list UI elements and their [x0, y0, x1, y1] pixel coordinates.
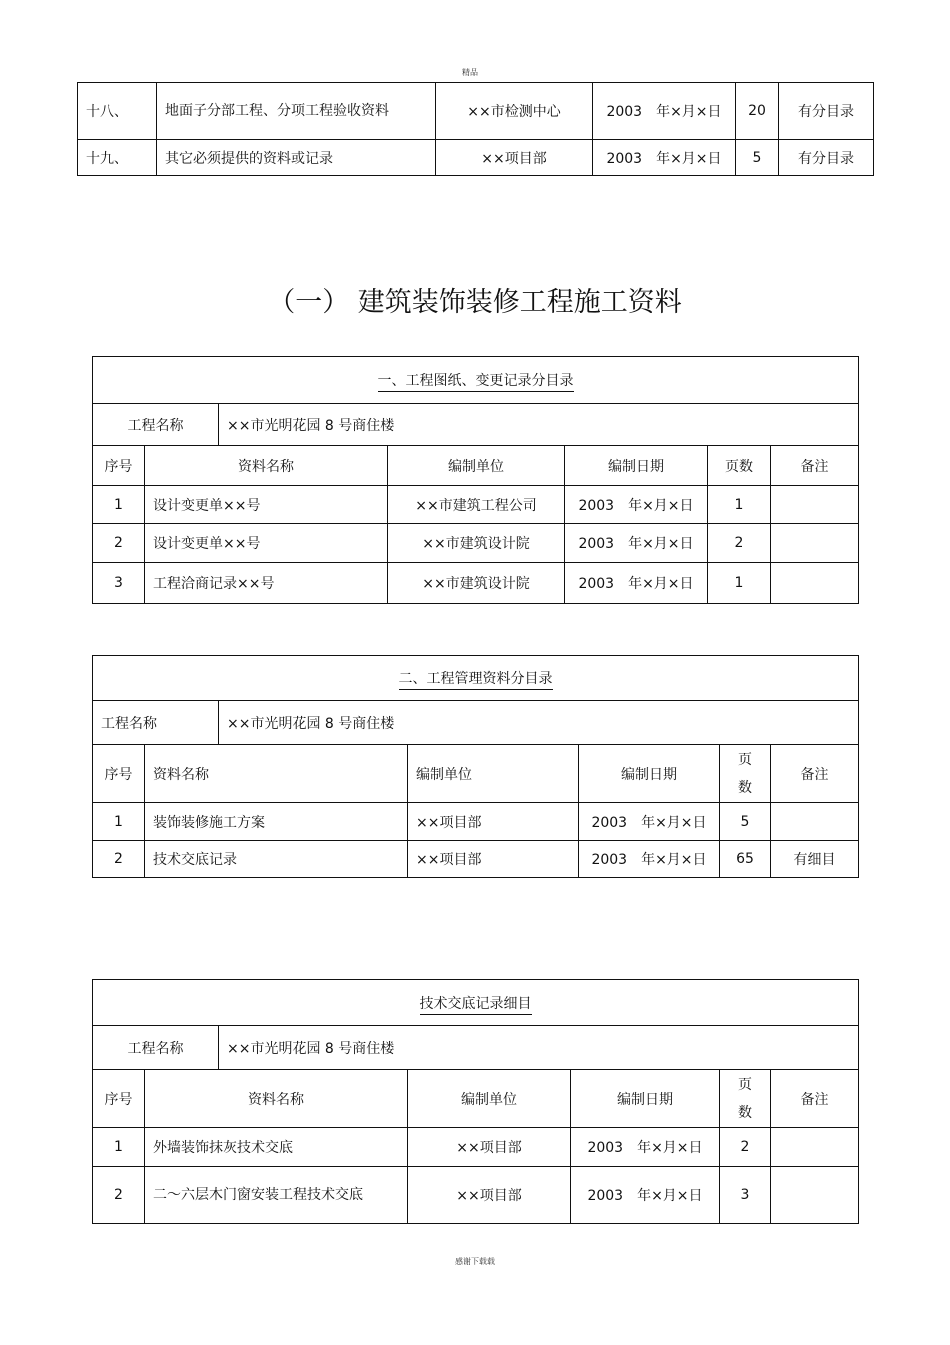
header-remark: 备注: [771, 1070, 859, 1128]
compile-date: 2003 年×月×日: [565, 524, 708, 563]
header-date: 编制日期: [571, 1070, 720, 1128]
header-unit: 编制单位: [388, 446, 565, 486]
caption-text: 技术交底记录细目: [420, 996, 532, 1015]
header-unit: 编制单位: [408, 1070, 571, 1128]
header-remark: 备注: [771, 446, 859, 486]
remark: [771, 563, 859, 604]
table-row: [78, 140, 874, 176]
header-no: 序号: [93, 1070, 145, 1128]
compiling-unit: ××市建筑设计院: [388, 563, 565, 604]
header-no: 序号: [93, 745, 145, 803]
doc-name: 外墙装饰抹灰技术交底: [145, 1128, 408, 1167]
table-row: [93, 803, 859, 841]
page-count: 2: [708, 524, 771, 563]
caption-text: 二、工程管理资料分目录: [399, 671, 553, 690]
row-number: 1: [93, 803, 145, 841]
remark: 有分目录: [779, 83, 874, 140]
remark: 有细目: [771, 841, 859, 878]
header-unit: 编制单位: [408, 745, 579, 803]
header-pages: 页数: [720, 745, 771, 803]
compiling-unit: ××项目部: [408, 1167, 571, 1224]
compiling-unit: ××项目部: [408, 803, 579, 841]
header-pages: 页数: [708, 446, 771, 486]
compile-date: 2003 年×月×日: [579, 841, 720, 878]
header-pages: 页数: [720, 1070, 771, 1128]
drawings-change-table: [92, 356, 859, 604]
compiling-unit: ××市检测中心: [436, 83, 593, 140]
table-row: [93, 486, 859, 524]
header-row: [93, 446, 859, 486]
page-count: 1: [708, 563, 771, 604]
table-row: [93, 1128, 859, 1167]
doc-name: 技术交底记录: [145, 841, 408, 878]
project-value: ××市光明花园 8 号商住楼: [219, 404, 859, 446]
page-count: 3: [720, 1167, 771, 1224]
project-label: 工程名称: [93, 404, 219, 446]
row-number: 十八、: [78, 83, 157, 140]
compile-date: 2003 年×月×日: [593, 83, 736, 140]
compile-date: 2003 年×月×日: [579, 803, 720, 841]
remark: [771, 524, 859, 563]
header-row: [93, 745, 859, 803]
header-name: 资料名称: [145, 745, 408, 803]
header-date: 编制日期: [565, 446, 708, 486]
remark: [771, 1167, 859, 1224]
table-caption: [93, 980, 859, 1026]
header-date: 编制日期: [579, 745, 720, 803]
page-count: 5: [720, 803, 771, 841]
table-row: [78, 83, 874, 140]
management-docs-table: [92, 655, 859, 878]
footer-note: 感谢下载载: [455, 1257, 495, 1266]
section-title: （一） 建筑装饰装修工程施工资料: [268, 287, 682, 318]
header-no: 序号: [93, 446, 145, 486]
remark: [771, 486, 859, 524]
compile-date: 2003 年×月×日: [565, 563, 708, 604]
doc-name: 二～六层木门窗安装工程技术交底: [145, 1167, 408, 1224]
remark: [771, 1128, 859, 1167]
header-name: 资料名称: [145, 1070, 408, 1128]
project-value: ××市光明花园 8 号商住楼: [219, 701, 859, 745]
compiling-unit: ××项目部: [408, 841, 579, 878]
header-row: [93, 1070, 859, 1128]
compiling-unit: ××市建筑设计院: [388, 524, 565, 563]
compile-date: 2003 年×月×日: [571, 1167, 720, 1224]
compile-date: 2003 年×月×日: [565, 486, 708, 524]
remark: 有分目录: [779, 140, 874, 176]
row-number: 2: [93, 524, 145, 563]
page-count: 1: [708, 486, 771, 524]
page-count: 5: [736, 140, 779, 176]
compiling-unit: ××市建筑工程公司: [388, 486, 565, 524]
table-row: [93, 524, 859, 563]
doc-name: 其它必须提供的资料或记录: [157, 140, 436, 176]
table-caption: [93, 357, 859, 404]
page-count: 65: [720, 841, 771, 878]
row-number: 3: [93, 563, 145, 604]
row-number: 1: [93, 1128, 145, 1167]
doc-name: 设计变更单××号: [145, 524, 388, 563]
remark: [771, 803, 859, 841]
page-count: 2: [720, 1128, 771, 1167]
compile-date: 2003 年×月×日: [571, 1128, 720, 1167]
doc-name: 工程洽商记录××号: [145, 563, 388, 604]
header-name: 资料名称: [145, 446, 388, 486]
doc-name: 地面子分部工程、分项工程验收资料: [157, 83, 436, 140]
project-value: ××市光明花园 8 号商住楼: [219, 1026, 859, 1070]
compile-date: 2003 年×月×日: [593, 140, 736, 176]
doc-name: 装饰装修施工方案: [145, 803, 408, 841]
caption-text: 一、工程图纸、变更记录分目录: [378, 373, 574, 392]
table-row: [93, 841, 859, 878]
doc-name: 设计变更单××号: [145, 486, 388, 524]
table-row: [93, 563, 859, 604]
page-count: 20: [736, 83, 779, 140]
compiling-unit: ××项目部: [436, 140, 593, 176]
compiling-unit: ××项目部: [408, 1128, 571, 1167]
row-number: 1: [93, 486, 145, 524]
table-caption: [93, 656, 859, 701]
row-number: 2: [93, 1167, 145, 1224]
project-label: 工程名称: [93, 1026, 219, 1070]
row-number: 十九、: [78, 140, 157, 176]
project-label: 工程名称: [93, 701, 219, 745]
header-note: 精品: [462, 68, 478, 77]
header-remark: 备注: [771, 745, 859, 803]
top-table: [77, 82, 874, 176]
table-row: [93, 1167, 859, 1224]
row-number: 2: [93, 841, 145, 878]
briefing-detail-table: [92, 979, 859, 1224]
